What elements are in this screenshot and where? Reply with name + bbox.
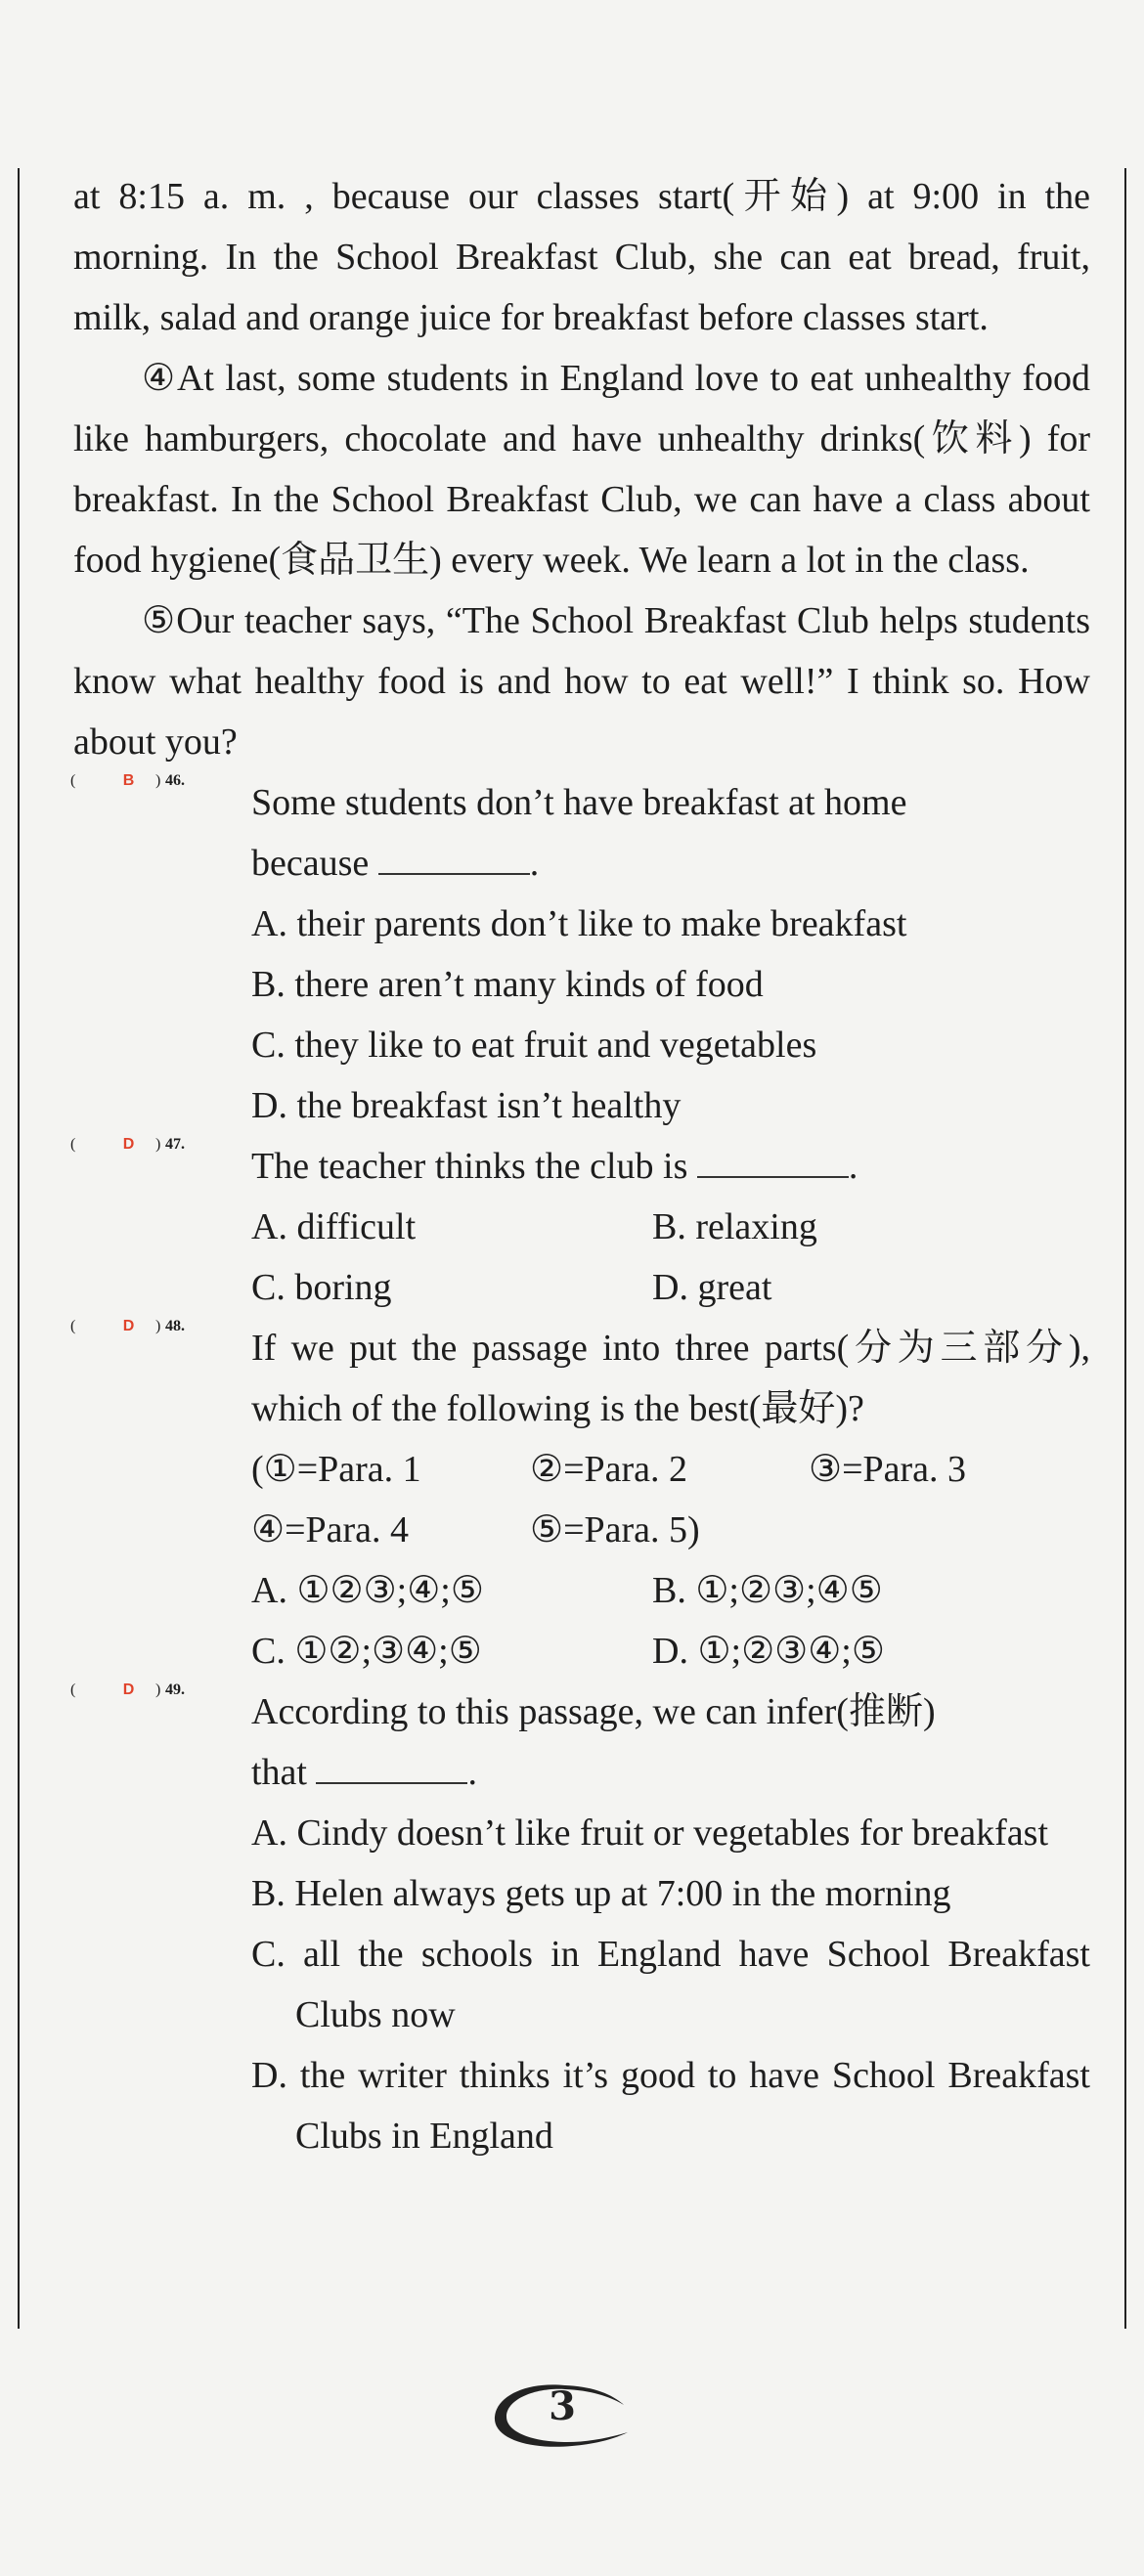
paragraph-key: (①=Para. 1 ②=Para. 2 ③=Para. 3 [251, 1449, 967, 1490]
answer-49: D [122, 1681, 135, 1698]
question-49-stem-cont: that . [251, 1752, 477, 1793]
answer-46: B [122, 772, 135, 789]
question-number-48: 48. [165, 1318, 185, 1334]
option-48-b: B. ①;②③;④⑤ [652, 1570, 883, 1611]
paragraph-key-cont: ④=Para. 4 ⑤=Para. 5) [251, 1509, 700, 1550]
question-47-stem: The teacher thinks the club is . [251, 1146, 858, 1187]
question-46-stem: Some students don’t have breakfast at home [251, 782, 907, 823]
left-margin-rule [18, 168, 20, 2329]
option-49-d: D. the writer thinks it’s good to have School Breakfast Clubs in England [251, 2055, 1090, 2157]
option-49-c: C. all the schools in England have School Breakfast Clubs now [251, 1934, 1090, 2035]
question-46: ( B ) 46. Some students don’t have breakfast at home because . A. their parents don’t like to make breakfast B. there aren’t many kinds of food C. they like to eat fruit and vegetables D. the breakfast isn’t healthy [73, 772, 1090, 1136]
question-46-stem-cont: because . [251, 843, 540, 884]
question-48-stem: If we put the passage into three parts(分为三部分), which of the following is the best(最好)? [251, 1328, 1090, 1429]
question-number-46: 46. [165, 772, 185, 789]
page-number-badge [489, 2378, 636, 2456]
answer-48: D [122, 1318, 135, 1334]
question-49: ( D ) 49. According to this passage, we can infer(推断) that . A. Cindy doesn’t like fruit or vegetables for breakfast B. Helen always gets up at 7:00 in the morning C. all the schools in England have School Breakfast Clubs now D. the writer thinks it’s good to have School Breakfast Clubs in England [73, 1681, 1090, 2166]
question-number-47: 47. [165, 1136, 185, 1153]
question-49-stem: According to this passage, we can infer(推断) [251, 1691, 936, 1732]
passage-paragraph-4: ④At last, some students in England love to eat unhealthy food like hamburgers, chocolate and have unhealthy drinks(饮料) for breakfast. In the School Breakfast Club, we can have a class about food hygiene(食品卫生) every week. We learn a lot in the class. [73, 358, 1090, 581]
option-47-b: B. relaxing [652, 1206, 817, 1247]
answer-blank [697, 1147, 849, 1178]
option-48-c: C. ①②;③④;⑤ [251, 1631, 482, 1672]
option-47-d: D. great [652, 1267, 772, 1308]
option-48-d: D. ①;②③④;⑤ [652, 1631, 885, 1672]
passage-paragraph-3-tail: at 8:15 a. m. , because our classes start(开始) at 9:00 in the morning. In the School Breakfast Club, she can eat bread, fruit, milk, salad and orange juice for breakfast before classes start. [73, 176, 1090, 338]
page-number: 3 [549, 2383, 576, 2429]
right-margin-rule [1124, 168, 1126, 2329]
option-47-c: C. boring [251, 1267, 392, 1308]
option-48-a: A. ①②③;④;⑤ [251, 1570, 484, 1611]
question-48: ( D ) 48. If we put the passage into three parts(分为三部分), which of the following is the best(最好)? (①=Para. 1 ②=Para. 2 ③=Para. 3 ④=Para. 4 ⑤=Para. 5) A. ①②③;④;⑤ B. ①;②③;④⑤ C. ①②;③④;⑤ D. ①;②③④;⑤ [73, 1318, 1090, 1681]
answer-blank [316, 1753, 467, 1784]
question-47: ( D ) 47. The teacher thinks the club is . A. difficult B. relaxing C. boring D. great [73, 1136, 1090, 1318]
question-number-49: 49. [165, 1681, 185, 1698]
option-46-c: C. they like to eat fruit and vegetables [251, 1025, 817, 1066]
option-49-a: A. Cindy doesn’t like fruit or vegetables for breakfast [251, 1812, 1049, 1854]
option-46-d: D. the breakfast isn’t healthy [251, 1085, 682, 1126]
answer-blank [378, 844, 530, 875]
option-46-b: B. there aren’t many kinds of food [251, 964, 764, 1005]
option-46-a: A. their parents don’t like to make breakfast [251, 903, 907, 944]
answer-47: D [122, 1136, 135, 1153]
option-49-b: B. Helen always gets up at 7:00 in the morning [251, 1873, 951, 1914]
passage-paragraph-5: ⑤Our teacher says, “The School Breakfast Club helps students know what healthy food is and how to eat well!” I think so. How about you? [73, 600, 1090, 763]
page-content [70, 166, 1090, 2166]
option-47-a: A. difficult [251, 1206, 417, 1247]
